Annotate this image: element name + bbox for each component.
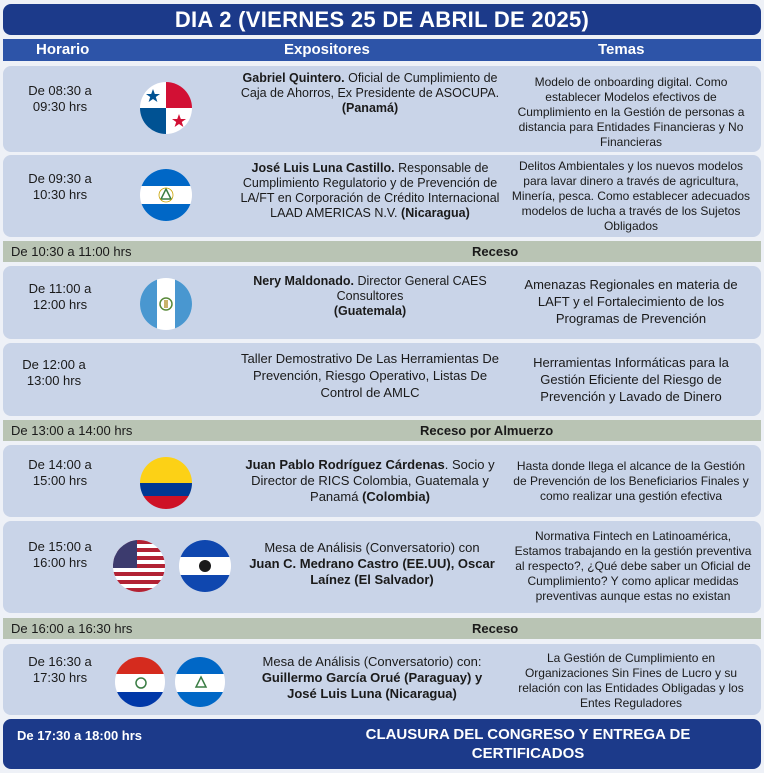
page-title: DIA 2 (VIERNES 25 DE ABRIL DE 2025) [3,4,761,35]
paraguay-flag-icon [115,657,165,707]
el-salvador-flag-icon [179,540,231,592]
schedule-row-5 [3,445,761,517]
break-time: De 16:00 a 16:30 hrs [11,621,133,636]
break-row-3 [3,618,761,639]
row-time: De 11:00 a 12:00 hrs [28,281,92,312]
header-expositores: Expositores [284,41,370,58]
schedule-row-7 [3,644,761,715]
nicaragua-flag-icon [140,169,192,221]
speaker-country: (Colombia) [362,489,430,504]
table-header [3,39,761,61]
guatemala-flag-icon [140,278,192,330]
row-time: De 08:30 a 09:30 hrs [28,83,92,114]
panel-intro: Mesa de Análisis (Conversatorio) con [264,540,480,555]
panel-intro: Mesa de Análisis (Conversatorio) con: [262,654,482,669]
speaker-desc: . Socio y Director de RICS Colombia, Guatemala y Panamá [251,457,495,504]
schedule-row-4 [3,343,761,416]
speaker-name: Juan Pablo Rodríguez Cárdenas [245,457,445,472]
row-topic: Hasta donde llega el alcance de la Gestión de Prevención de los Beneficiarios Finales y como realizar una gestión efectiva [513,459,749,503]
speaker-name: Gabriel Quintero. [242,71,345,85]
row-topic: Normativa Fintech en Latinoamérica, Estamos trabajando en la gestión preventiva al respecto?, ¿Qué debe saber un Oficial de Cumplimiento? Y como aplicar medidas preventivas aunque estas no existan [514,529,752,603]
row-time: De 14:00 a 15:00 hrs [28,457,92,488]
header-horario: Horario [36,41,90,58]
row-time: De 12:00 a 13:00 hrs [22,357,86,388]
row-speaker [231,161,509,221]
break-time: De 13:00 a 14:00 hrs [11,423,133,438]
speaker-country: (Nicaragua) [401,206,470,220]
break-label: Receso [472,244,519,259]
schedule-row-3 [3,266,761,339]
break-row-2 [3,420,761,441]
closing-label: CLAUSURA DEL CONGRESO Y ENTREGA DE CERTIFICADOS [365,726,691,762]
speaker-name: Nery Maldonado. [253,274,354,288]
panama-flag-icon [140,82,192,134]
row-speaker: Taller Demostrativo De Las Herramientas De Prevención, Riesgo Operativo, Listas De Control de AMLC [241,351,499,400]
nicaragua-flag-icon [175,657,225,707]
usa-flag-icon [113,540,165,592]
row-topic: Amenazas Regionales en materia de LAFT y el Fortalecimiento de los Programas de Prevención [524,277,738,326]
break-label: Receso por Almuerzo [420,423,554,438]
speaker-names: Juan C. Medrano Castro (EE.UU), Oscar Laínez (El Salvador) [249,556,495,587]
schedule-row-1 [3,66,761,152]
row-topic: La Gestión de Cumplimiento en Organizaciones Sin Fines de Lucro y su relación con las Entidades Obligadas y los Entes Reguladores [518,651,744,710]
row-speaker [235,457,505,505]
break-label: Receso [472,621,519,636]
row-speaker [235,71,505,116]
row-speaker [235,274,505,319]
speaker-desc: Oficial de Cumplimiento de Caja de Ahorros, Ex Presidente de ASOCUPA. [240,71,500,100]
colombia-flag-icon [140,457,192,509]
closing-time: De 17:30 a 18:00 hrs [17,728,143,743]
row-time: De 15:00 a 16:00 hrs [28,539,92,570]
schedule-row-2 [3,155,761,237]
row-speaker [247,654,497,702]
schedule-row-6 [3,521,761,613]
speaker-desc: Director General CAES Consultores [336,274,487,303]
row-time: De 16:30 a 17:30 hrs [28,654,92,685]
speaker-name: José Luis Luna Castillo. [251,161,395,175]
closing-row [3,719,761,769]
break-time: De 10:30 a 11:00 hrs [11,244,132,259]
row-topic: Delitos Ambientales y los nuevos modelos para lavar dinero a través de agricultura, Minería, pesca. Como establecer adecuados modelos de lucha a través de los Sujetos Obligados [511,159,751,233]
header-temas: Temas [598,41,645,58]
row-topic: Modelo de onboarding digital. Como establecer Modelos efectivos de Cumplimiento en la Gestión de personas a distancia para Entidades Financieras y No Financieras [517,75,745,149]
speaker-country: (Panamá) [341,101,399,115]
row-speaker [247,540,497,588]
speaker-names: Guillermo García Orué (Paraguay) y José Luis Luna (Nicaragua) [261,670,483,701]
row-topic: Herramientas Informáticas para la Gestión Eficiente del Riesgo de Prevención y Lavado de Dinero [533,355,729,404]
speaker-desc: Responsable de Cumplimiento Regulatorio y de Prevención de LA/FT en Corporación de Crédito Internacional LAAD AMERICAS N.V. [240,161,500,220]
row-time: De 09:30 a 10:30 hrs [28,171,92,202]
break-row-1 [3,241,761,262]
speaker-country: (Guatemala) [333,304,407,318]
